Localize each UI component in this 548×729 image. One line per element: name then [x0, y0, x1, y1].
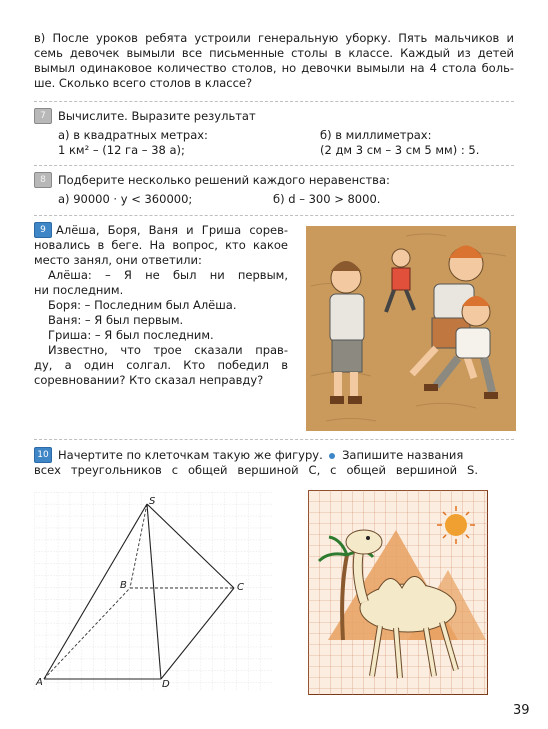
- task9-line-4: Алёша: – Я не был ни первым,: [48, 268, 288, 282]
- task-v-line-1: в) После уроков ребята устроили генеральную уборку. Пять мальчиков и: [34, 31, 514, 45]
- task-number-badge: 8: [34, 172, 52, 188]
- task8-b-expr: б) d – 300 > 8000.: [273, 192, 381, 206]
- task9-line-9: Известно, что трое сказали прав-: [48, 343, 288, 357]
- page-number: 39: [513, 703, 530, 718]
- camel-pyramids-illustration: [308, 490, 488, 695]
- task9-line-2: новались в беге. На вопрос, кто какое: [34, 238, 288, 252]
- task10-line-1a: Начертите по клеточкам такую же фигуру.: [58, 448, 323, 462]
- vertex-label-d: D: [162, 679, 170, 690]
- separator: [34, 215, 514, 216]
- task10-line-1b: Запишите названия: [342, 448, 464, 462]
- task8-heading: Подберите несколько решений каждого неравенства:: [58, 173, 390, 187]
- vertex-label-s: S: [149, 496, 156, 507]
- task10-line-1: [58, 448, 463, 463]
- task8-a-expr: а) 90000 · y < 360000;: [58, 192, 193, 206]
- task-number-badge: 10: [34, 447, 52, 463]
- pyramid-figure: [34, 492, 272, 690]
- running-boys-illustration: [306, 226, 516, 431]
- task9-line-11: соревновании? Кто сказал неправду?: [34, 373, 264, 387]
- task9-line-3: место занял, они ответили:: [34, 253, 202, 267]
- task9-line-1: Алёша, Боря, Ваня и Гриша сорев-: [56, 223, 288, 237]
- task7-a-label: а) в квадратных метрах:: [58, 128, 208, 142]
- task10-line-2: всех треугольников с общей вершиной C, с общей вершиной S.: [34, 463, 478, 477]
- task9-line-6: Боря: – Последним был Алёша.: [48, 298, 237, 312]
- task-v-line-4: ше. Сколько всего столов в классе?: [34, 76, 253, 90]
- task9-line-10: ду, а один солгал. Кто победил в: [34, 358, 288, 372]
- task-number-badge: 9: [34, 222, 52, 238]
- separator: [34, 101, 514, 102]
- task-v-line-3: вымыл одинаковое количество столов, но девочки вымыли на 4 стола боль-: [34, 61, 514, 75]
- task7-b-expr: (2 дм 3 см – 3 см 5 мм) : 5.: [320, 143, 480, 157]
- task7-a-expr: 1 км² – (12 га – 38 а);: [58, 143, 185, 157]
- vertex-label-a: A: [36, 677, 43, 688]
- task-v-line-2: семь девочек вымыли все письменные столы в классе. Каждый из детей: [34, 46, 514, 60]
- task9-line-7: Ваня: – Я был первым.: [48, 313, 184, 327]
- vertex-label-b: B: [120, 580, 127, 591]
- separator: [34, 439, 514, 440]
- separator: [34, 165, 514, 166]
- task9-line-5: ни последним.: [34, 283, 124, 297]
- task9-line-8: Гриша: – Я был последним.: [48, 328, 214, 342]
- task-number-badge: 7: [34, 108, 52, 124]
- task7-b-label: б) в миллиметрах:: [320, 128, 432, 142]
- vertex-label-c: C: [237, 582, 244, 593]
- bullet-icon: [329, 453, 335, 459]
- task7-heading: Вычислите. Выразите результат: [58, 109, 256, 123]
